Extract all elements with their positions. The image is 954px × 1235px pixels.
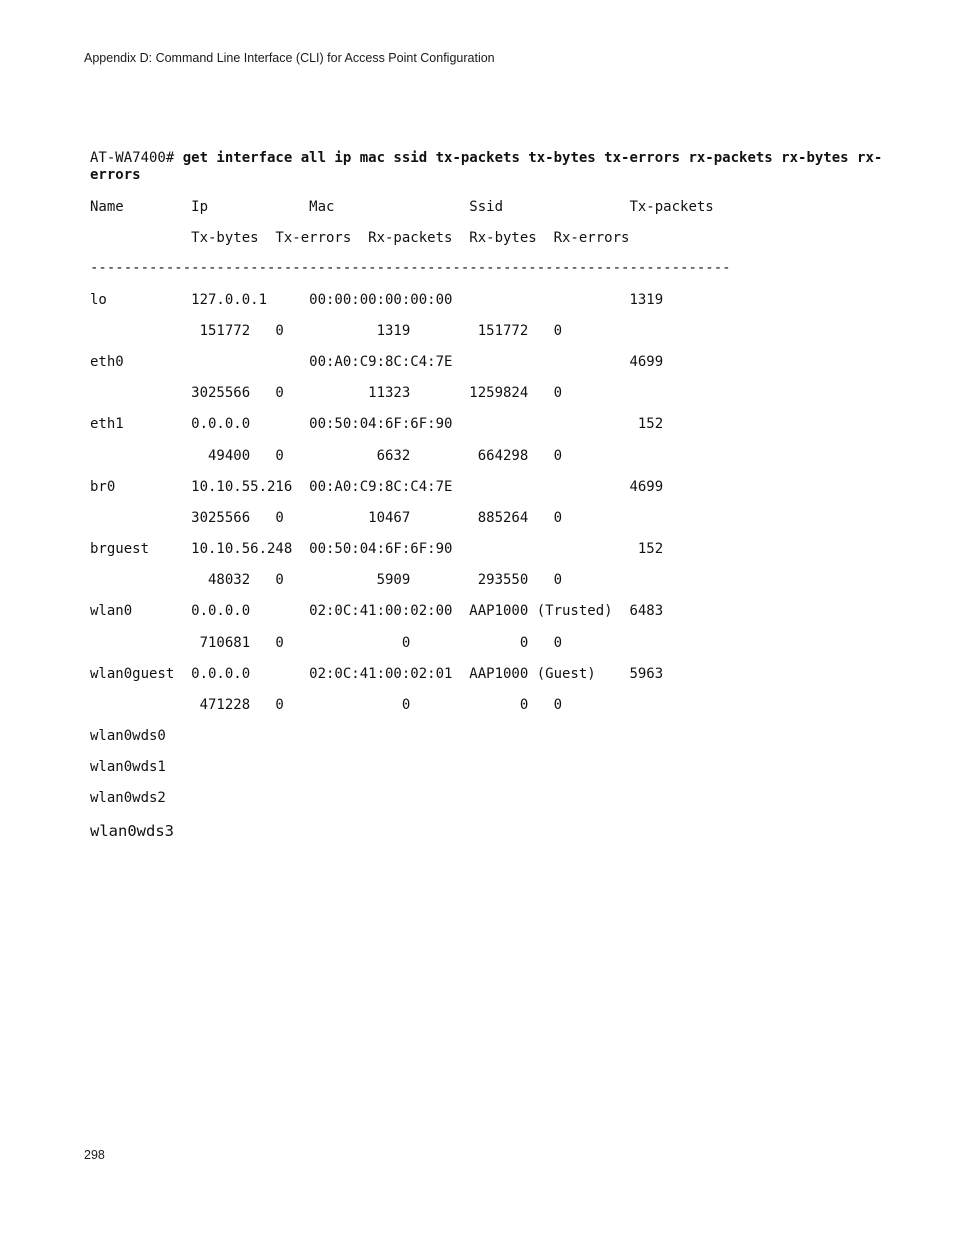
output-line: wlan0wds0 — [90, 728, 166, 744]
output-line: 48032 0 5909 293550 0 — [90, 572, 563, 588]
output-header-2: Tx-bytes Tx-errors Rx-packets Rx-bytes Rx-errors — [90, 230, 630, 246]
cli-command: get interface all ip mac ssid tx-packets tx-bytes tx-errors rx-packets rx-bytes rx- — [182, 150, 883, 166]
output-separator: ---------------------------------------------------------------------------- — [90, 260, 731, 276]
output-line: wlan0 0.0.0.0 02:0C:41:00:02:00 AAP1000 (Trusted) 6483 — [90, 603, 664, 619]
output-line: 3025566 0 10467 885264 0 — [90, 510, 563, 526]
cli-prompt: AT-WA7400# — [90, 150, 183, 166]
output-header-1: Name Ip Mac Ssid Tx-packets — [90, 199, 714, 215]
output-line: wlan0wds2 — [90, 790, 166, 806]
output-line: wlan0guest 0.0.0.0 02:0C:41:00:02:01 AAP1000 (Guest) 5963 — [90, 666, 664, 682]
output-line: brguest 10.10.56.248 00:50:04:6F:6F:90 152 — [90, 541, 664, 557]
output-line: lo 127.0.0.1 00:00:00:00:00:00 1319 — [90, 292, 664, 308]
output-line: 471228 0 0 0 0 — [90, 697, 563, 713]
output-line: eth0 00:A0:C9:8C:C4:7E 4699 — [90, 354, 664, 370]
command-block — [90, 150, 882, 184]
page-number: 298 — [84, 1148, 105, 1162]
output-line: 151772 0 1319 151772 0 — [90, 323, 563, 339]
page-header: Appendix D: Command Line Interface (CLI) for Access Point Configuration — [84, 51, 495, 65]
output-line: wlan0wds1 — [90, 759, 166, 775]
output-line-last: wlan0wds3 — [90, 822, 174, 840]
output-line: 3025566 0 11323 1259824 0 — [90, 385, 563, 401]
output-line: 710681 0 0 0 0 — [90, 635, 563, 651]
output-line: eth1 0.0.0.0 00:50:04:6F:6F:90 152 — [90, 416, 664, 432]
output-line: 49400 0 6632 664298 0 — [90, 448, 563, 464]
cli-command-continued: errors — [90, 167, 141, 183]
output-line: br0 10.10.55.216 00:A0:C9:8C:C4:7E 4699 — [90, 479, 664, 495]
